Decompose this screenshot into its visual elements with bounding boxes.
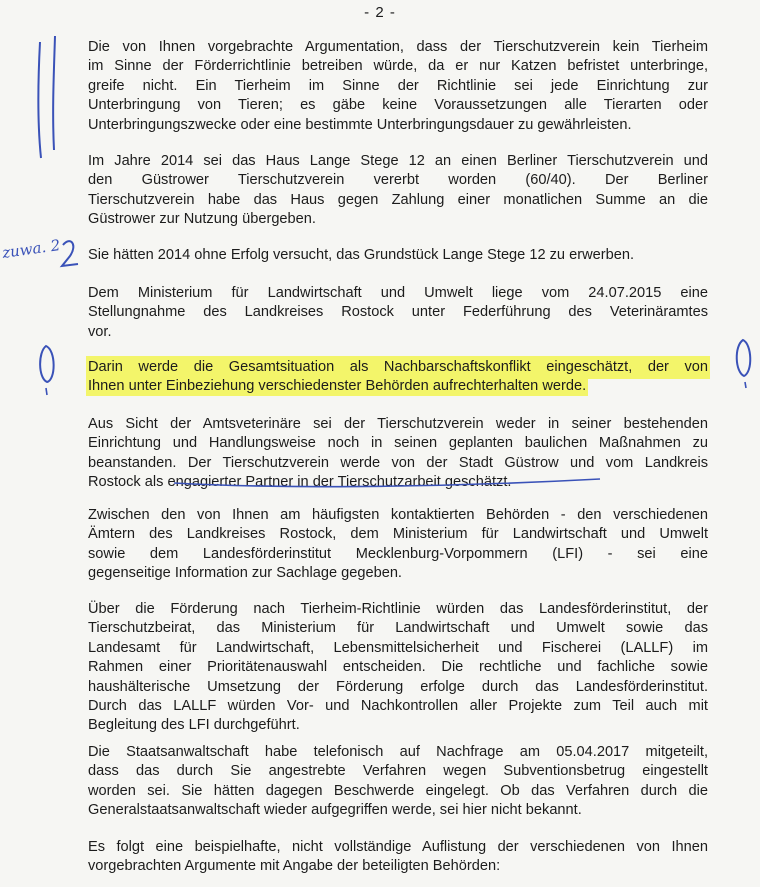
text-line: Ämtern des Landkreises Rostock, dem Ministerium für Landwirtschaft und Umwelt [88,526,708,543]
handwritten-two-icon [62,241,78,266]
text-line: Stellungnahme des Landkreises Rostock unter Federführung des Veterinäramtes [88,304,708,321]
text-line: Einrichtung und Handlungsweise noch in seinen geplanten baulichen Maßnahmen zu [88,435,708,452]
text-line: Die Staatsanwaltschaft habe telefonisch auf Nachfrage am 05.04.2017 mitgeteilt, [88,744,708,760]
text-line: Im Jahre 2014 sei das Haus Lange Stege 12 an einen Berliner Tierschutzverein und [88,153,708,169]
text-line: Die von Ihnen vorgebrachte Argumentation, dass der Tierschutzverein kein Tierheim [88,39,708,55]
margin-tick-icon [745,382,746,388]
paragraph-10 [88,838,708,877]
margin-circle-mark-icon [40,346,54,382]
text-line: Unterbringungszwecke oder eine bestimmte Unterbringungsdauer zu gewährleisten. [88,116,632,133]
margin-tick-icon [46,388,47,395]
text-line: beanstanden. Der Tierschutzverein werde von der Stadt Güstrow und vom Landkreis [88,454,708,471]
paragraph-8 [88,600,708,736]
text-line: Sie hätten 2014 ohne Erfolg versucht, das Grundstück Lange Stege 12 zu erwerben. [88,247,634,263]
paragraph-1 [88,38,708,135]
margin-double-line-icon [38,42,41,158]
text-line: Tierschutzbeirat, das Ministerium für Landwirtschaft und Umwelt sowie das [88,620,708,637]
text-line: Tierschutzverein habe das Haus gegen Zahlung einer monatlichen Summe an die [88,191,708,208]
text-line: den Güstrower Tierschutzverein vererbt worden (60/40). Der Berliner [88,172,708,189]
text-line: Rostock als engagierter Partner in der Tierschutzarbeit geschätzt. [88,474,512,491]
text-line: Durch das LALLF würden Vor- und Nachkontrollen aller Projekte zum Teil auch mit [88,698,708,715]
text-line: Unterbringung von Tieren; es gäbe keine Voraussetzungen alle Tierarten oder [88,97,708,114]
paragraph-6 [88,415,708,493]
paragraph-4 [88,284,708,342]
paragraph-2 [88,152,708,230]
paragraph-3 [88,246,708,265]
text-line: dass das durch Sie angestrebte Verfahren wegen Subventionsbetrug eingestellt [88,763,708,780]
text-line: sowie dem Landesförderinstitut Mecklenburg-Vorpommern (LFI) - sei eine [88,545,708,562]
paragraph-5-highlighted [88,358,708,397]
text-line: Güstrower zur Nutzung übergeben. [88,211,316,228]
text-line: Über die Förderung nach Tierheim-Richtlinie würden das Landesförderinstitut, der [88,601,708,617]
text-line: Es folgt eine beispielhafte, nicht vollständige Auflistung der verschiedenen von Ihnen [88,839,708,855]
margin-double-line-icon [53,36,55,150]
text-line: greife nicht. Ein Tierheim im Sinne der Richtlinie sei jede Einrichtung zur [88,77,708,94]
page-number: - 2 - [364,4,396,21]
text-line: Aus Sicht der Amtsveterinäre sei der Tierschutzverein weder in seiner bestehenden [88,416,708,432]
text-line: Generalstaatsanwaltschaft wieder aufgegriffen werde, sei hier nicht bekannt. [88,802,582,819]
highlighted-text: Ihnen unter Einbeziehung verschiedenster Behörden aufrechterhalten werde. [88,378,587,395]
text-line: worden sei. Sie hätten dagegen Beschwerde eingelegt. Ob das Verfahren durch die [88,782,708,799]
margin-note: zuwa. 2 [1,236,62,262]
paragraph-7 [88,506,708,584]
highlighted-text-line: Darin werde die Gesamtsituation als Nachbarschaftskonflikt eingeschätzt, der von [88,358,708,377]
margin-circle-mark-icon [737,340,751,376]
text-line: vorgebrachten Argumente mit Angabe der beteiligten Behörden: [88,858,501,875]
text-line: im Sinne der Förderrichtlinie betreiben würde, da er nur Katzen befristet unterbringe, [88,58,708,75]
highlighted-text-line [88,377,708,396]
text-line: vor. [88,323,112,340]
text-line: haushälterische Umsetzung der Förderung erfolge durch das Landesförderinstitut. [88,678,708,695]
text-line: Landesamt für Landwirtschaft, Lebensmittelsicherheit und Fischerei (LALLF) im [88,639,708,656]
text-line: Begleitung des LFI durchgeführt. [88,717,300,734]
text-line: Rahmen einer Prioritätenauswahl entscheiden. Die rechtliche und fachliche sowie [88,659,708,676]
text-line: gegenseitige Information zur Sachlage gegeben. [88,565,402,582]
text-line: Zwischen den von Ihnen am häufigsten kontaktierten Behörden - den verschiedenen [88,507,708,523]
paragraph-9 [88,743,708,821]
text-line: Dem Ministerium für Landwirtschaft und Umwelt liege vom 24.07.2015 eine [88,285,708,301]
